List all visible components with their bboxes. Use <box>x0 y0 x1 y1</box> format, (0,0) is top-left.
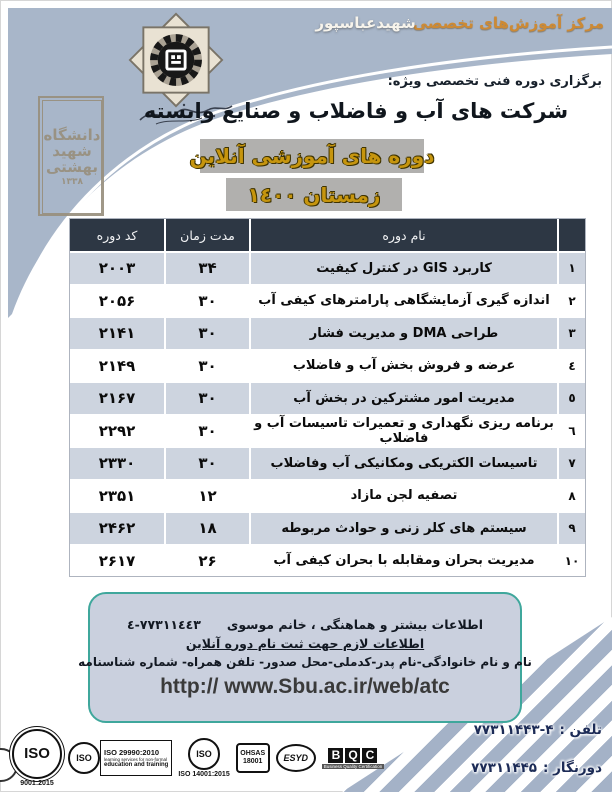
fax-label: دورنگار : <box>543 760 602 776</box>
fax-number: ۷۷۳۱۱۴۴۵ <box>471 760 538 776</box>
course-duration-cell: ۳۰ <box>166 448 249 479</box>
phone-number: ۷۷۳۱۱۴۴۳-۴ <box>473 722 554 738</box>
table-header-duration: مدت زمان <box>166 219 249 251</box>
cert-ohsas-18001-icon: OHSAS 18001 <box>236 743 270 773</box>
cert-iso-14001-icon: ISO ISO 14001:2015 <box>178 738 229 779</box>
course-code-cell: ۲۱۴۱ <box>70 318 164 349</box>
course-duration-cell: ۱۸ <box>166 513 249 544</box>
course-row-number: ٥ <box>559 383 585 414</box>
course-duration-cell: ۳۰ <box>166 383 249 414</box>
course-duration-cell: ۳۰ <box>166 286 249 317</box>
course-name-cell: کاربرد GIS در کنترل کیفیت <box>251 253 557 284</box>
table-header-course-name: نام دوره <box>251 219 557 251</box>
intro-line: برگزاری دوره فنی تخصصی ویژه: <box>387 74 602 89</box>
course-code-cell: ۲۱۴۹ <box>70 351 164 382</box>
course-name-cell: مدیریت امور مشترکین در بخش آب <box>251 383 557 414</box>
course-name-cell: سیستم های کلر زنی و حوادث مربوطه <box>251 513 557 544</box>
course-name-cell: برنامه ریزی نگهداری و تعمیرات تاسیسات آب و فاضلاب <box>251 416 557 447</box>
phone-label: تلفن : <box>559 722 602 738</box>
course-code-cell: ۲۱۶۷ <box>70 383 164 414</box>
footer-phone-line <box>474 722 602 738</box>
course-duration-cell: ۱۲ <box>166 481 249 512</box>
course-duration-cell: ۳۴ <box>166 253 249 284</box>
banner-winter-1400: زمستان ١٤٠٠ <box>226 178 402 211</box>
course-row-number: ۲ <box>559 286 585 317</box>
course-row-number: ۱۰ <box>559 546 585 577</box>
course-duration-cell: ۲۶ <box>166 546 249 577</box>
abbaspour-center-emblem-icon <box>128 12 224 108</box>
course-code-cell: ۲۰۰۳ <box>70 253 164 284</box>
course-code-cell: ۲۴۶۲ <box>70 513 164 544</box>
audience-line: شرکت های آب و فاضلاب و صنایع وابسته <box>143 99 569 123</box>
contact-info-line <box>127 617 483 632</box>
course-row-number: ۹ <box>559 513 585 544</box>
center-name-secondary: شهیدعباسپور <box>315 14 416 32</box>
shahid-beheshti-university-watermark <box>38 96 104 216</box>
contact-info-phone: ٧٧٣١١٤٤٣-٤ <box>126 616 201 632</box>
contact-info-text: اطلاعات بیشتر و هماهنگی ، خانم موسوی <box>226 616 484 632</box>
banner-online-courses: دوره های آموزشی آنلاین <box>200 139 424 173</box>
course-duration-cell: ۳۰ <box>166 318 249 349</box>
contact-registration-box <box>78 592 532 723</box>
cert-iso-29990-icon: ISO ISO 29990:2010 learning services for non-formal education and training <box>68 740 172 776</box>
footer-fax-line <box>471 760 602 776</box>
course-name-cell: مدیریت بحران ومقابله با بحران کیفی آب <box>251 546 557 577</box>
watermark-word: بهشتی <box>45 158 99 177</box>
course-name-cell: طراحی DMA و مدیریت فشار <box>251 318 557 349</box>
course-row-number: ۸ <box>559 481 585 512</box>
watermark-word: دانشگاه <box>43 125 101 144</box>
course-code-cell: ۲۳۳۰ <box>70 448 164 479</box>
course-name-cell: اندازه گیری آزمایشگاهی پارامترهای کیفی آب <box>251 286 557 317</box>
course-code-cell: ۲۲۹۲ <box>70 416 164 447</box>
cert-iso-9001-icon: ISO 9001:2015 <box>12 729 62 788</box>
course-code-cell: ۲۶۱۷ <box>70 546 164 577</box>
course-code-cell: ۲۳۵۱ <box>70 481 164 512</box>
registration-url-link[interactable]: http:// www.Sbu.ac.ir/web/atc <box>160 674 450 698</box>
center-name-primary: مرکز آموزش‌های تخصصی <box>412 14 604 32</box>
cert-bqc-icon: B Q C Business Quality Certification <box>323 748 383 769</box>
course-row-number: ۱ <box>559 253 585 284</box>
cert-esyd-icon: ESYD <box>276 744 316 772</box>
course-duration-cell: ۳۰ <box>166 351 249 382</box>
table-header-row-number <box>559 219 585 251</box>
course-duration-cell: ۳۰ <box>166 416 249 447</box>
watermark-year: ١٣٣٨ <box>61 177 83 188</box>
course-row-number: ٦ <box>559 416 585 447</box>
course-name-cell: عرضه و فروش بخش آب و فاضلاب <box>251 351 557 382</box>
course-code-cell: ۲۰۵۶ <box>70 286 164 317</box>
course-row-number: ٤ <box>559 351 585 382</box>
table-header-course-code: کد دوره <box>70 219 164 251</box>
center-name-title <box>315 14 604 32</box>
certification-logos-row <box>12 728 384 788</box>
required-fields-line: نام و نام خانوادگی-نام پدر-کدملی-محل صدور- تلفن همراه- شماره شناسنامه <box>78 654 532 669</box>
course-row-number: ۷ <box>559 448 585 479</box>
watermark-word: شهید <box>52 141 92 160</box>
course-table <box>69 218 586 577</box>
register-heading: اطلاعات لازم جهت ثبت نام دوره آنلاین <box>185 635 425 651</box>
course-name-cell: تاسیسات الکتریکی ومکانیکی آب وفاضلاب <box>251 448 557 479</box>
course-row-number: ۳ <box>559 318 585 349</box>
course-name-cell: تصفیه لجن مازاد <box>251 481 557 512</box>
